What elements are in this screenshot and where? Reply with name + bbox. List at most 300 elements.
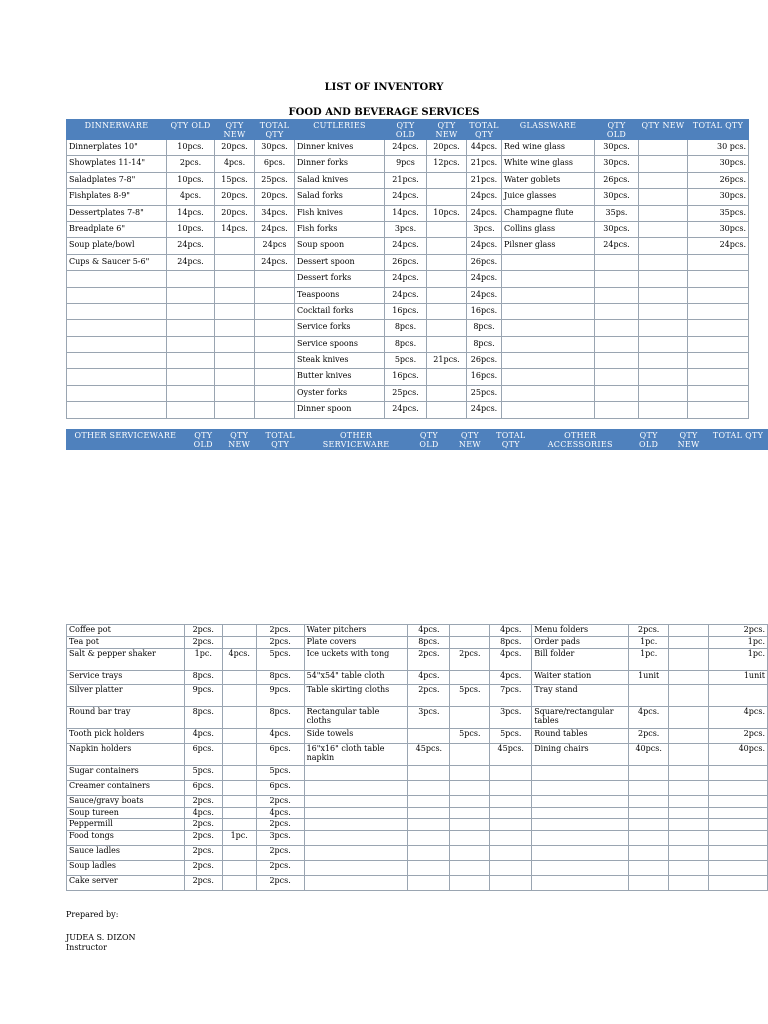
table-cell: [669, 766, 709, 781]
table-cell: Collins glass: [502, 221, 595, 237]
table-cell: Soup ladles: [67, 861, 185, 876]
table-cell: [67, 402, 167, 418]
table-cell: 45pcs.: [490, 744, 532, 766]
table-cell: [490, 876, 532, 891]
column-header: OTHER ACCESSORIES: [532, 430, 629, 450]
document-title: LIST OF INVENTORY: [324, 82, 444, 93]
table-cell: [709, 819, 768, 831]
table-cell: [408, 861, 450, 876]
table-cell: [450, 625, 490, 637]
table-cell: 34pcs.: [255, 205, 295, 221]
table-cell: Creamer containers: [67, 781, 185, 796]
table-cell: [532, 846, 629, 861]
table-cell: Breadplate 6": [67, 221, 167, 237]
table-cell: 15pcs.: [215, 172, 255, 188]
table-cell: White wine glass: [502, 156, 595, 172]
table-cell: 24pcs: [255, 238, 295, 254]
table-cell: 4pcs.: [408, 671, 450, 685]
table-cell: 25pcs.: [255, 172, 295, 188]
table-cell: 8pcs.: [256, 707, 304, 729]
table-cell: [669, 729, 709, 744]
column-header: CUTLERIES: [295, 120, 385, 140]
table-cell: [629, 846, 669, 861]
table-cell: [450, 876, 490, 891]
table-cell: Round tables: [532, 729, 629, 744]
table-cell: Dessert forks: [295, 271, 385, 287]
table-cell: [408, 876, 450, 891]
table-cell: Dinner forks: [295, 156, 385, 172]
table-cell: Service forks: [295, 320, 385, 336]
table-cell: 24pcs.: [385, 271, 427, 287]
table-cell: [450, 808, 490, 819]
table-cell: [450, 671, 490, 685]
table-cell: 24pcs.: [688, 238, 749, 254]
column-header: QTY NEW: [215, 120, 255, 140]
table-cell: [222, 625, 256, 637]
table-row: [67, 189, 749, 205]
table-cell: Fish knives: [295, 205, 385, 221]
table-cell: 30pcs.: [255, 140, 295, 156]
table-cell: [709, 846, 768, 861]
table-cell: [639, 320, 688, 336]
table-cell: 6pcs.: [184, 781, 222, 796]
table-cell: [67, 369, 167, 385]
table-cell: [450, 819, 490, 831]
column-header: QTY OLD: [167, 120, 215, 140]
document-subtitle: FOOD AND BEVERAGE SERVICES: [288, 107, 480, 118]
table-row: [67, 671, 768, 685]
table-cell: [532, 861, 629, 876]
table-cell: [669, 831, 709, 846]
table-cell: [629, 781, 669, 796]
table-cell: 24pcs.: [385, 140, 427, 156]
table-cell: 1unit: [709, 671, 768, 685]
table-cell: [215, 336, 255, 352]
table-cell: 16pcs.: [385, 303, 427, 319]
table-cell: 24pcs.: [467, 189, 502, 205]
table-header-row: [67, 430, 768, 450]
table-cell: 24pcs.: [467, 271, 502, 287]
table-row: [67, 238, 749, 254]
column-header: TOTAL QTY: [490, 430, 532, 450]
table-cell: 4pcs.: [256, 808, 304, 819]
table-cell: 2pcs.: [629, 625, 669, 637]
table-cell: [502, 303, 595, 319]
table-cell: [669, 808, 709, 819]
table-cell: [450, 707, 490, 729]
table-cell: 4pcs.: [490, 625, 532, 637]
table-cell: [502, 271, 595, 287]
table-cell: [595, 369, 639, 385]
table-cell: 30pcs.: [595, 221, 639, 237]
table-cell: [595, 287, 639, 303]
table-row: [67, 846, 768, 861]
table-cell: 21pcs.: [427, 353, 467, 369]
table-cell: [408, 781, 450, 796]
table-cell: 4pcs.: [490, 671, 532, 685]
table-cell: Soup spoon: [295, 238, 385, 254]
table-cell: 26pcs.: [595, 172, 639, 188]
table-cell: 20pcs.: [215, 189, 255, 205]
table-cell: Silver platter: [67, 685, 185, 707]
table-cell: [688, 271, 749, 287]
table-cell: 35ps.: [595, 205, 639, 221]
table-cell: 6pcs.: [255, 156, 295, 172]
table-cell: Coffee pot: [67, 625, 185, 637]
table-cell: 30pcs.: [595, 140, 639, 156]
column-header: QTY NEW: [639, 120, 688, 140]
table-cell: 4pcs.: [490, 649, 532, 671]
table-row: [67, 336, 749, 352]
table-cell: 16pcs.: [385, 369, 427, 385]
table-cell: [408, 729, 450, 744]
table-cell: [215, 287, 255, 303]
table-cell: 16pcs.: [467, 369, 502, 385]
table-cell: 20pcs.: [215, 205, 255, 221]
table-cell: [490, 808, 532, 819]
table-cell: 2pcs.: [184, 637, 222, 649]
column-header: OTHER SERVICEWARE: [304, 430, 408, 450]
table-cell: 2pcs.: [167, 156, 215, 172]
table-cell: [222, 637, 256, 649]
table-cell: 4pcs.: [629, 707, 669, 729]
table-cell: 1pc.: [629, 649, 669, 671]
table-cell: [67, 303, 167, 319]
table-cell: 4pcs.: [184, 729, 222, 744]
table-cell: [304, 819, 408, 831]
table-cell: [427, 369, 467, 385]
table-cell: Salad knives: [295, 172, 385, 188]
table-cell: [167, 385, 215, 401]
table-row: [67, 353, 749, 369]
table-cell: [669, 819, 709, 831]
inventory-table-3-wrapper: [66, 624, 768, 891]
table-cell: [215, 320, 255, 336]
table-cell: 24pcs.: [385, 402, 427, 418]
preparer-role: Instructor: [66, 943, 107, 952]
table-cell: Salad forks: [295, 189, 385, 205]
table-cell: [688, 254, 749, 270]
table-cell: Menu folders: [532, 625, 629, 637]
table-row: [67, 369, 749, 385]
table-cell: [215, 303, 255, 319]
table-cell: 2pcs.: [408, 649, 450, 671]
table-cell: [639, 402, 688, 418]
table-row: [67, 320, 749, 336]
table-row: [67, 685, 768, 707]
table-cell: 4pcs.: [184, 808, 222, 819]
table-cell: [639, 336, 688, 352]
table-cell: 30pcs.: [688, 189, 749, 205]
table-cell: [532, 766, 629, 781]
table-cell: Dessertplates 7-8": [67, 205, 167, 221]
inventory-table-other-serviceware-accessories: [66, 624, 768, 891]
table-cell: 14pcs.: [167, 205, 215, 221]
table-cell: [490, 831, 532, 846]
table-cell: 5pcs.: [256, 766, 304, 781]
table-cell: [532, 808, 629, 819]
table-cell: [408, 808, 450, 819]
table-cell: 2pcs.: [184, 819, 222, 831]
table-cell: Cocktail forks: [295, 303, 385, 319]
table-cell: [427, 303, 467, 319]
table-cell: 54"x54" table cloth: [304, 671, 408, 685]
table-cell: [67, 385, 167, 401]
table-cell: [709, 861, 768, 876]
table-cell: Tooth pick holders: [67, 729, 185, 744]
table-row: [67, 205, 749, 221]
table-cell: 4pcs.: [167, 189, 215, 205]
table-row: [67, 156, 749, 172]
table-cell: [595, 353, 639, 369]
table-cell: [450, 846, 490, 861]
table-cell: [215, 271, 255, 287]
table-cell: Salt & pepper shaker: [67, 649, 185, 671]
table-row: [67, 637, 768, 649]
table-cell: [669, 649, 709, 671]
table-cell: Fish forks: [295, 221, 385, 237]
table-cell: Service spoons: [295, 336, 385, 352]
table-cell: [629, 819, 669, 831]
table-cell: 8pcs.: [467, 320, 502, 336]
table-row: [67, 402, 749, 418]
table-cell: 21pcs.: [385, 172, 427, 188]
table-cell: Water goblets: [502, 172, 595, 188]
table-cell: 16pcs.: [467, 303, 502, 319]
table-cell: [222, 876, 256, 891]
table-cell: 8pcs.: [408, 637, 450, 649]
table-cell: 30pcs.: [688, 156, 749, 172]
table-row: [67, 876, 768, 891]
table-cell: 2pcs.: [256, 819, 304, 831]
table-cell: Soup tureen: [67, 808, 185, 819]
table-cell: [502, 254, 595, 270]
table-cell: 4pcs.: [408, 625, 450, 637]
table-cell: Napkin holders: [67, 744, 185, 766]
table-cell: 14pcs.: [215, 221, 255, 237]
table-cell: Round bar tray: [67, 707, 185, 729]
table-cell: 4pcs.: [222, 649, 256, 671]
table-cell: 25pcs.: [385, 385, 427, 401]
table-row: [67, 140, 749, 156]
table-cell: [222, 796, 256, 808]
table-cell: [167, 353, 215, 369]
table-cell: 1pc.: [709, 637, 768, 649]
table-cell: [427, 402, 467, 418]
table-cell: [709, 831, 768, 846]
table-cell: 9pcs.: [256, 685, 304, 707]
table-cell: Sauce/gravy boats: [67, 796, 185, 808]
table-cell: 2pcs.: [256, 876, 304, 891]
table-cell: [167, 271, 215, 287]
table-cell: [215, 402, 255, 418]
column-header: DINNERWARE: [67, 120, 167, 140]
table-cell: [669, 781, 709, 796]
column-header: QTY NEW: [427, 120, 467, 140]
table-row: [67, 861, 768, 876]
table-cell: 5pcs.: [490, 729, 532, 744]
table-cell: 21pcs.: [467, 156, 502, 172]
table-cell: Tea pot: [67, 637, 185, 649]
table-cell: [669, 671, 709, 685]
table-cell: [688, 385, 749, 401]
table-cell: [427, 189, 467, 205]
table-cell: 1pc.: [709, 649, 768, 671]
table-cell: Dinner spoon: [295, 402, 385, 418]
table-cell: [669, 846, 709, 861]
table-cell: [688, 369, 749, 385]
table-cell: [408, 766, 450, 781]
table-cell: [532, 781, 629, 796]
table-cell: Side towels: [304, 729, 408, 744]
table-cell: [490, 846, 532, 861]
table-cell: 40pcs.: [709, 744, 768, 766]
column-header: QTY OLD: [408, 430, 450, 450]
table-cell: [669, 744, 709, 766]
table-cell: 44pcs.: [467, 140, 502, 156]
table-cell: [639, 303, 688, 319]
table-cell: Sugar containers: [67, 766, 185, 781]
table-cell: [688, 336, 749, 352]
table-cell: 2pcs.: [256, 796, 304, 808]
table-cell: 8pcs.: [490, 637, 532, 649]
column-header: TOTAL QTY: [688, 120, 749, 140]
table-cell: [167, 303, 215, 319]
table-cell: [255, 369, 295, 385]
table-cell: [67, 336, 167, 352]
table-cell: [427, 287, 467, 303]
table-cell: [67, 287, 167, 303]
table-cell: [502, 320, 595, 336]
table-cell: 3pcs.: [256, 831, 304, 846]
table-cell: 12pcs.: [427, 156, 467, 172]
table-row: [67, 781, 768, 796]
table-cell: [709, 685, 768, 707]
table-cell: Saladplates 7-8": [67, 172, 167, 188]
table-cell: [629, 808, 669, 819]
table-cell: [502, 353, 595, 369]
table-cell: [709, 781, 768, 796]
table-cell: 2pcs.: [256, 861, 304, 876]
table-cell: Dining chairs: [532, 744, 629, 766]
table-row: [67, 172, 749, 188]
table-cell: [532, 876, 629, 891]
table-cell: [255, 320, 295, 336]
table-cell: 2pcs.: [184, 625, 222, 637]
table-cell: 2pcs.: [450, 649, 490, 671]
table-cell: 3pcs.: [385, 221, 427, 237]
table-cell: [639, 172, 688, 188]
table-cell: 26pcs.: [688, 172, 749, 188]
table-cell: 2pcs.: [256, 625, 304, 637]
table-cell: [304, 781, 408, 796]
table-cell: [67, 320, 167, 336]
table-cell: 20pcs.: [255, 189, 295, 205]
table-cell: [595, 402, 639, 418]
table-cell: Oyster forks: [295, 385, 385, 401]
table-cell: 2pcs.: [709, 729, 768, 744]
table-cell: [167, 402, 215, 418]
table-cell: Dinnerplates 10": [67, 140, 167, 156]
table-cell: Pilsner glass: [502, 238, 595, 254]
table-cell: Waiter station: [532, 671, 629, 685]
table-cell: 5pcs.: [184, 766, 222, 781]
table-cell: [502, 287, 595, 303]
table-cell: [688, 320, 749, 336]
table-cell: [595, 385, 639, 401]
table-cell: [215, 254, 255, 270]
table-cell: Peppermill: [67, 819, 185, 831]
table-cell: [490, 861, 532, 876]
table-row: [67, 796, 768, 808]
table-row: [67, 766, 768, 781]
table-cell: Table skirting cloths: [304, 685, 408, 707]
table-cell: [502, 385, 595, 401]
table-cell: [408, 831, 450, 846]
table-cell: 30pcs.: [595, 189, 639, 205]
table-header-row: [67, 120, 749, 140]
column-header: GLASSWARE: [502, 120, 595, 140]
column-header: OTHER SERVICEWARE: [67, 430, 185, 450]
table-cell: [167, 320, 215, 336]
table-cell: 7pcs.: [490, 685, 532, 707]
column-header: QTY OLD: [629, 430, 669, 450]
table-cell: 24pcs.: [385, 189, 427, 205]
inventory-table-dinnerware-cutleries-glassware: [66, 119, 749, 419]
table-cell: [629, 766, 669, 781]
table-cell: [450, 796, 490, 808]
table-cell: 21pcs.: [467, 172, 502, 188]
table-cell: [255, 402, 295, 418]
table-cell: [222, 819, 256, 831]
table-cell: 2pcs.: [709, 625, 768, 637]
table-row: [67, 744, 768, 766]
table-cell: 24pcs.: [385, 238, 427, 254]
table-cell: 30 pcs.: [688, 140, 749, 156]
table-cell: 10pcs.: [167, 221, 215, 237]
table-cell: [595, 271, 639, 287]
table-cell: [669, 861, 709, 876]
table-cell: 24pcs.: [255, 254, 295, 270]
table-cell: [427, 320, 467, 336]
preparer-name: JUDEA S. DIZON: [66, 933, 136, 942]
table-cell: Food tongs: [67, 831, 185, 846]
table-cell: 2pcs.: [184, 796, 222, 808]
table-cell: 2pcs.: [408, 685, 450, 707]
table-cell: 6pcs.: [256, 781, 304, 796]
table-cell: 4pcs.: [215, 156, 255, 172]
table-cell: Tray stand: [532, 685, 629, 707]
table-cell: 1unit: [629, 671, 669, 685]
table-cell: [167, 287, 215, 303]
table-cell: [709, 796, 768, 808]
table-cell: [222, 685, 256, 707]
table-cell: [639, 287, 688, 303]
table-cell: 9pcs.: [184, 685, 222, 707]
table-row: [67, 303, 749, 319]
table-cell: [688, 287, 749, 303]
table-cell: [255, 336, 295, 352]
table-cell: [502, 369, 595, 385]
table-cell: [595, 320, 639, 336]
column-header: TOTAL QTY: [255, 120, 295, 140]
table-cell: 2pcs.: [256, 846, 304, 861]
table-cell: Plate covers: [304, 637, 408, 649]
table-cell: [688, 303, 749, 319]
table-cell: [629, 831, 669, 846]
table-cell: 16"x16" cloth table napkin: [304, 744, 408, 766]
table-row: [67, 707, 768, 729]
